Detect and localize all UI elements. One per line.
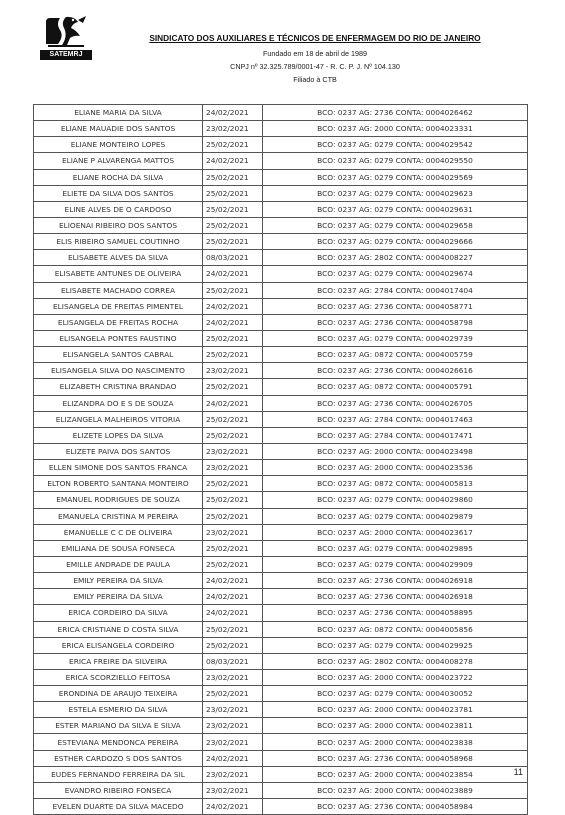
table-body (34, 105, 528, 815)
table-row (34, 250, 528, 266)
member-name-cell: ELISANGELA SANTOS CABRAL (34, 347, 203, 363)
table-row (34, 121, 528, 137)
table-row (34, 718, 528, 734)
bank-account-cell: BCO: 0237 AG: 2000 CONTA: 0004023617 (263, 524, 528, 540)
table-row (34, 637, 528, 653)
date-cell: 24/02/2021 (203, 298, 263, 314)
member-name-cell: ELISABETE MACHADO CORREA (34, 282, 203, 298)
date-cell: 24/02/2021 (203, 266, 263, 282)
bank-account-cell: BCO: 0237 AG: 2000 CONTA: 0004023811 (263, 718, 528, 734)
member-name-cell: ELLEN SIMONE DOS SANTOS FRANCA (34, 460, 203, 476)
table-row (34, 395, 528, 411)
member-name-cell: ERICA ELISANGELA CORDEIRO (34, 637, 203, 653)
date-cell: 23/02/2021 (203, 766, 263, 782)
bank-account-cell: BCO: 0237 AG: 2736 CONTA: 0004026918 (263, 589, 528, 605)
bank-account-cell: BCO: 0237 AG: 0279 CONTA: 0004030052 (263, 686, 528, 702)
member-name-cell: ELIANE P ALVARENGA MATTOS (34, 153, 203, 169)
table-row (34, 266, 528, 282)
founded-line: Fundado em 18 de abril de 1989 (263, 49, 367, 58)
member-name-cell: ELIETE DA SILVA DOS SANTOS (34, 185, 203, 201)
bank-account-cell: BCO: 0237 AG: 2000 CONTA: 0004023498 (263, 443, 528, 459)
table-row (34, 379, 528, 395)
table-row (34, 185, 528, 201)
member-name-cell: ERICA CORDEIRO DA SILVA (34, 605, 203, 621)
table-row (34, 556, 528, 572)
date-cell: 25/02/2021 (203, 169, 263, 185)
date-cell: 24/02/2021 (203, 589, 263, 605)
member-name-cell: EVELEN DUARTE DA SILVA MACEDO (34, 799, 203, 815)
date-cell: 25/02/2021 (203, 185, 263, 201)
bank-account-cell: BCO: 0237 AG: 0872 CONTA: 0004005813 (263, 476, 528, 492)
table-row (34, 137, 528, 153)
bank-account-cell: BCO: 0237 AG: 2736 CONTA: 0004058771 (263, 298, 528, 314)
date-cell: 25/02/2021 (203, 540, 263, 556)
table-row (34, 686, 528, 702)
date-cell: 23/02/2021 (203, 669, 263, 685)
organization-name: SINDICATO DOS AUXILIARES E TÉCNICOS DE ENFERMAGEM DO RIO DE JANEIRO (149, 33, 481, 43)
member-name-cell: ELIZANGELA MALHEIROS VITORIA (34, 411, 203, 427)
date-cell: 23/02/2021 (203, 734, 263, 750)
satemrj-logo (40, 14, 92, 62)
member-name-cell: EVANDRO RIBEIRO FONSECA (34, 782, 203, 798)
date-cell: 25/02/2021 (203, 234, 263, 250)
member-name-cell: ELIANE MAUADIE DOS SANTOS (34, 121, 203, 137)
table-row (34, 314, 528, 330)
table-row (34, 492, 528, 508)
bank-account-cell: BCO: 0237 AG: 2736 CONTA: 0004026616 (263, 363, 528, 379)
table-row (34, 347, 528, 363)
member-name-cell: ELIZABETH CRISTINA BRANDAO (34, 379, 203, 395)
member-name-cell: ERICA CRISTIANE D COSTA SILVA (34, 621, 203, 637)
bank-account-cell: BCO: 0237 AG: 0279 CONTA: 0004029739 (263, 330, 528, 346)
table-row (34, 653, 528, 669)
date-cell: 25/02/2021 (203, 637, 263, 653)
date-cell: 24/02/2021 (203, 799, 263, 815)
bank-account-cell: BCO: 0237 AG: 2000 CONTA: 0004023889 (263, 782, 528, 798)
bank-account-cell: BCO: 0237 AG: 2802 CONTA: 0004008278 (263, 653, 528, 669)
bank-account-cell: BCO: 0237 AG: 0279 CONTA: 0004029631 (263, 201, 528, 217)
table-row (34, 589, 528, 605)
date-cell: 25/02/2021 (203, 508, 263, 524)
bank-account-cell: BCO: 0237 AG: 2000 CONTA: 0004023536 (263, 460, 528, 476)
table-row (34, 766, 528, 782)
member-name-cell: ESTER MARIANO DA SILVA E SILVA (34, 718, 203, 734)
date-cell: 23/02/2021 (203, 718, 263, 734)
member-name-cell: ELIS RIBEIRO SAMUEL COUTINHO (34, 234, 203, 250)
date-cell: 08/03/2021 (203, 250, 263, 266)
bank-account-cell: BCO: 0237 AG: 0872 CONTA: 0004005791 (263, 379, 528, 395)
table-row (34, 169, 528, 185)
table-row (34, 217, 528, 233)
date-cell: 25/02/2021 (203, 379, 263, 395)
member-name-cell: ERICA SCORZIELLO FEITOSA (34, 669, 203, 685)
table-row (34, 427, 528, 443)
member-name-cell: EUDES FERNANDO FERREIRA DA SIL (34, 766, 203, 782)
member-name-cell: EMILLE ANDRADE DE PAULA (34, 556, 203, 572)
member-name-cell: ELIANE MARIA DA SILVA (34, 105, 203, 121)
table-row (34, 153, 528, 169)
bank-account-cell: BCO: 0237 AG: 0279 CONTA: 0004029909 (263, 556, 528, 572)
date-cell: 25/02/2021 (203, 217, 263, 233)
date-cell: 23/02/2021 (203, 782, 263, 798)
date-cell: 25/02/2021 (203, 476, 263, 492)
date-cell: 25/02/2021 (203, 137, 263, 153)
table-row (34, 540, 528, 556)
date-cell: 23/02/2021 (203, 524, 263, 540)
logo-caption: SATEMRJ (40, 50, 92, 60)
bank-account-cell: BCO: 0237 AG: 2736 CONTA: 0004026462 (263, 105, 528, 121)
affiliation-line: Filiado à CTB (293, 75, 337, 84)
table-row (34, 702, 528, 718)
member-name-cell: ESTELA ESMERIO DA SILVA (34, 702, 203, 718)
table-row (34, 524, 528, 540)
bank-account-cell: BCO: 0237 AG: 0279 CONTA: 0004029895 (263, 540, 528, 556)
bank-account-cell: BCO: 0237 AG: 2802 CONTA: 0004008227 (263, 250, 528, 266)
table-row (34, 605, 528, 621)
date-cell: 23/02/2021 (203, 121, 263, 137)
bank-account-cell: BCO: 0237 AG: 0872 CONTA: 0004005856 (263, 621, 528, 637)
member-name-cell: ERONDINA DE ARAUJO TEIXEIRA (34, 686, 203, 702)
bank-account-cell: BCO: 0237 AG: 2000 CONTA: 0004023722 (263, 669, 528, 685)
member-name-cell: ESTHER CARDOZO S DOS SANTOS (34, 750, 203, 766)
date-cell: 23/02/2021 (203, 460, 263, 476)
member-name-cell: EMILY PEREIRA DA SILVA (34, 589, 203, 605)
member-name-cell: EMILY PEREIRA DA SILVA (34, 573, 203, 589)
cnpj-line: CNPJ nº 32.325.789/0001-47 - R. C. P. J. Nº 104.130 (230, 62, 400, 71)
member-name-cell: ELIANE MONTEIRO LOPES (34, 137, 203, 153)
table-row (34, 750, 528, 766)
bank-account-cell: BCO: 0237 AG: 2736 CONTA: 0004058984 (263, 799, 528, 815)
date-cell: 24/02/2021 (203, 573, 263, 589)
member-name-cell: ESTEVIANA MENDONCA PEREIRA (34, 734, 203, 750)
bank-account-cell: BCO: 0237 AG: 2736 CONTA: 0004058798 (263, 314, 528, 330)
member-name-cell: ELISANGELA PONTES FAUSTINO (34, 330, 203, 346)
date-cell: 25/02/2021 (203, 282, 263, 298)
table-row (34, 443, 528, 459)
date-cell: 25/02/2021 (203, 330, 263, 346)
table-row (34, 476, 528, 492)
table-row (34, 201, 528, 217)
table-row (34, 298, 528, 314)
date-cell: 23/02/2021 (203, 443, 263, 459)
member-name-cell: ELIZANDRA DO E S DE SOUZA (34, 395, 203, 411)
logo-emblem-icon (40, 14, 92, 50)
document-header (0, 0, 565, 100)
bank-account-cell: BCO: 0237 AG: 2736 CONTA: 0004058895 (263, 605, 528, 621)
date-cell: 24/02/2021 (203, 395, 263, 411)
table-row (34, 282, 528, 298)
bank-account-cell: BCO: 0237 AG: 0872 CONTA: 0004005759 (263, 347, 528, 363)
member-name-cell: ELIOENAI RIBEIRO DOS SANTOS (34, 217, 203, 233)
date-cell: 25/02/2021 (203, 201, 263, 217)
date-cell: 23/02/2021 (203, 702, 263, 718)
bank-account-cell: BCO: 0237 AG: 2736 CONTA: 0004058968 (263, 750, 528, 766)
bank-account-cell: BCO: 0237 AG: 0279 CONTA: 0004029542 (263, 137, 528, 153)
table-row (34, 234, 528, 250)
date-cell: 23/02/2021 (203, 363, 263, 379)
member-name-cell: ELISABETE ALVES DA SILVA (34, 250, 203, 266)
member-name-cell: ELISABETE ANTUNES DE OLIVEIRA (34, 266, 203, 282)
member-name-cell: EMANUEL RODRIGUES DE SOUZA (34, 492, 203, 508)
date-cell: 24/02/2021 (203, 750, 263, 766)
date-cell: 25/02/2021 (203, 556, 263, 572)
member-name-cell: ELTON ROBERTO SANTANA MONTEIRO (34, 476, 203, 492)
table-row (34, 460, 528, 476)
bank-account-cell: BCO: 0237 AG: 2000 CONTA: 0004023331 (263, 121, 528, 137)
bank-account-cell: BCO: 0237 AG: 2784 CONTA: 0004017404 (263, 282, 528, 298)
member-name-cell: EMILIANA DE SOUSA FONSECA (34, 540, 203, 556)
table-row (34, 508, 528, 524)
table-row (34, 363, 528, 379)
bank-account-cell: BCO: 0237 AG: 0279 CONTA: 0004029550 (263, 153, 528, 169)
date-cell: 08/03/2021 (203, 653, 263, 669)
date-cell: 24/02/2021 (203, 153, 263, 169)
member-account-table (33, 104, 528, 815)
table-row (34, 411, 528, 427)
bank-account-cell: BCO: 0237 AG: 0279 CONTA: 0004029569 (263, 169, 528, 185)
bank-account-cell: BCO: 0237 AG: 0279 CONTA: 0004029666 (263, 234, 528, 250)
table-row (34, 105, 528, 121)
table-row (34, 330, 528, 346)
member-name-cell: ELISANGELA SILVA DO NASCIMENTO (34, 363, 203, 379)
date-cell: 25/02/2021 (203, 686, 263, 702)
member-name-cell: ELIANE ROCHA DA SILVA (34, 169, 203, 185)
page-number: 11 (513, 767, 523, 777)
member-name-cell: EMANUELA CRISTINA M PEREIRA (34, 508, 203, 524)
bank-account-cell: BCO: 0237 AG: 0279 CONTA: 0004029925 (263, 637, 528, 653)
date-cell: 25/02/2021 (203, 621, 263, 637)
bank-account-cell: BCO: 0237 AG: 2736 CONTA: 0004026705 (263, 395, 528, 411)
date-cell: 25/02/2021 (203, 492, 263, 508)
member-name-cell: ELISANGELA DE FREITAS ROCHA (34, 314, 203, 330)
bank-account-cell: BCO: 0237 AG: 0279 CONTA: 0004029674 (263, 266, 528, 282)
bank-account-cell: BCO: 0237 AG: 2784 CONTA: 0004017471 (263, 427, 528, 443)
table-row (34, 799, 528, 815)
member-name-cell: ELIZETE PAIVA DOS SANTOS (34, 443, 203, 459)
bank-account-cell: BCO: 0237 AG: 2000 CONTA: 0004023781 (263, 702, 528, 718)
member-name-cell: ELISANGELA DE FREITAS PIMENTEL (34, 298, 203, 314)
bank-account-cell: BCO: 0237 AG: 2000 CONTA: 0004023838 (263, 734, 528, 750)
date-cell: 24/02/2021 (203, 605, 263, 621)
date-cell: 24/02/2021 (203, 105, 263, 121)
bank-account-cell: BCO: 0237 AG: 2736 CONTA: 0004026918 (263, 573, 528, 589)
bank-account-cell: BCO: 0237 AG: 0279 CONTA: 0004029860 (263, 492, 528, 508)
date-cell: 24/02/2021 (203, 314, 263, 330)
bank-account-cell: BCO: 0237 AG: 2000 CONTA: 0004023854 (263, 766, 528, 782)
table-row (34, 621, 528, 637)
table-row (34, 782, 528, 798)
bank-account-cell: BCO: 0237 AG: 0279 CONTA: 0004029879 (263, 508, 528, 524)
member-name-cell: ERICA FREIRE DA SILVEIRA (34, 653, 203, 669)
member-name-cell: EMANUELLE C C DE OLIVEIRA (34, 524, 203, 540)
date-cell: 25/02/2021 (203, 347, 263, 363)
bank-account-cell: BCO: 0237 AG: 2784 CONTA: 0004017463 (263, 411, 528, 427)
date-cell: 25/02/2021 (203, 427, 263, 443)
date-cell: 25/02/2021 (203, 411, 263, 427)
member-name-cell: ELIZETE LOPES DA SILVA (34, 427, 203, 443)
bank-account-cell: BCO: 0237 AG: 0279 CONTA: 0004029658 (263, 217, 528, 233)
member-name-cell: ELINE ALVES DE O CARDOSO (34, 201, 203, 217)
bank-account-cell: BCO: 0237 AG: 0279 CONTA: 0004029623 (263, 185, 528, 201)
table-row (34, 573, 528, 589)
table-row (34, 669, 528, 685)
table-row (34, 734, 528, 750)
